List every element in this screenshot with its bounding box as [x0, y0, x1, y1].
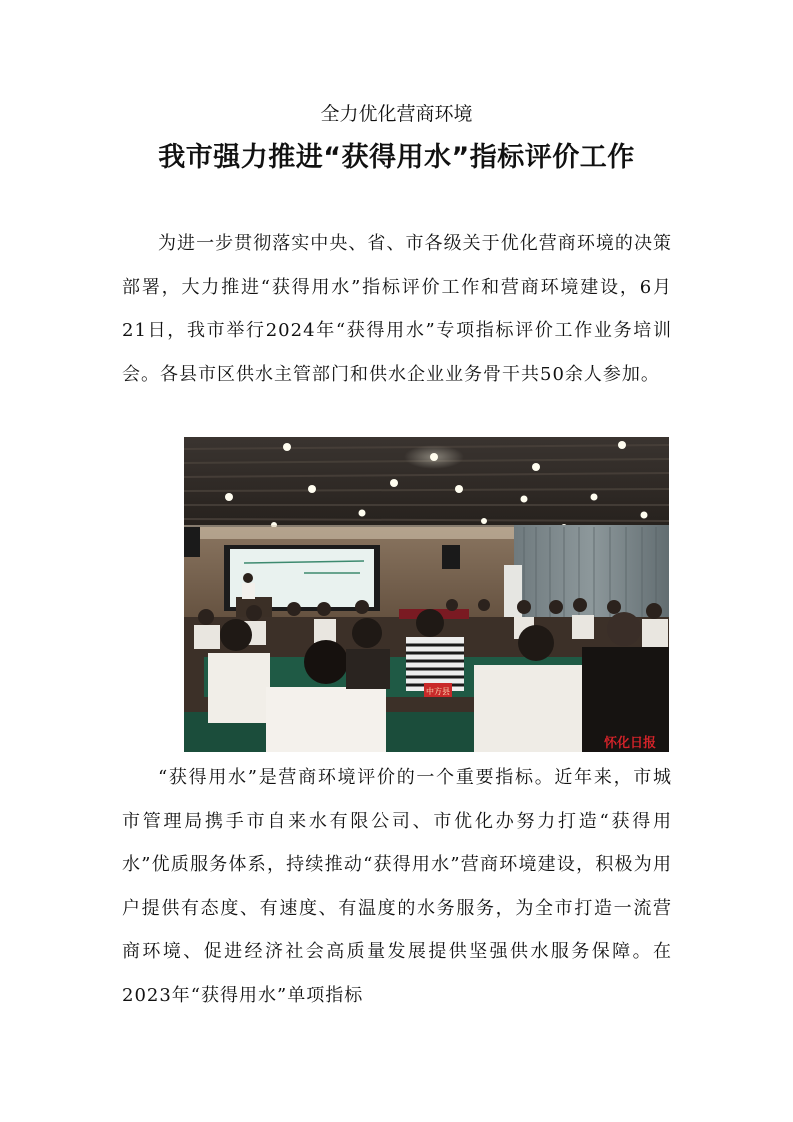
meeting-photo [184, 437, 669, 752]
speaker-left [184, 527, 200, 557]
table-sign-text: 中方县 [426, 687, 450, 696]
article-title: 我市强力推进“获得用水”指标评价工作 [158, 142, 635, 173]
article-paragraph-1: 为进一步贯彻落实中央、省、市各级关于优化营商环境的决策部署，大力推进“获得用水”指标评价工作和营商环境建设，6月21日，我市举行2024年“获得用水”专项指标评价工作业务培训会。各县市区供水主管部门和供水企业业务骨干共50余人参加。 [122, 233, 672, 385]
speaker-right [442, 545, 460, 569]
photo-watermark: 怀化日报 [603, 736, 656, 751]
article-subtitle: 全力优化营商环境 [320, 103, 473, 125]
article-paragraph-2: “获得用水”是营商环境评价的一个重要指标。近年来，市城市管理局携手市自来水有限公司、市优化办努力打造“获得用水”优质服务体系，持续推动“获得用水”营商环境建设，积极为用户提供有态度、有速度、有温度的水务服务，为全市打造一流营商环境、促进经济社会高质量发展提供坚强供水服务保障。在2023年“获得用水”单项指标 [122, 767, 672, 1006]
